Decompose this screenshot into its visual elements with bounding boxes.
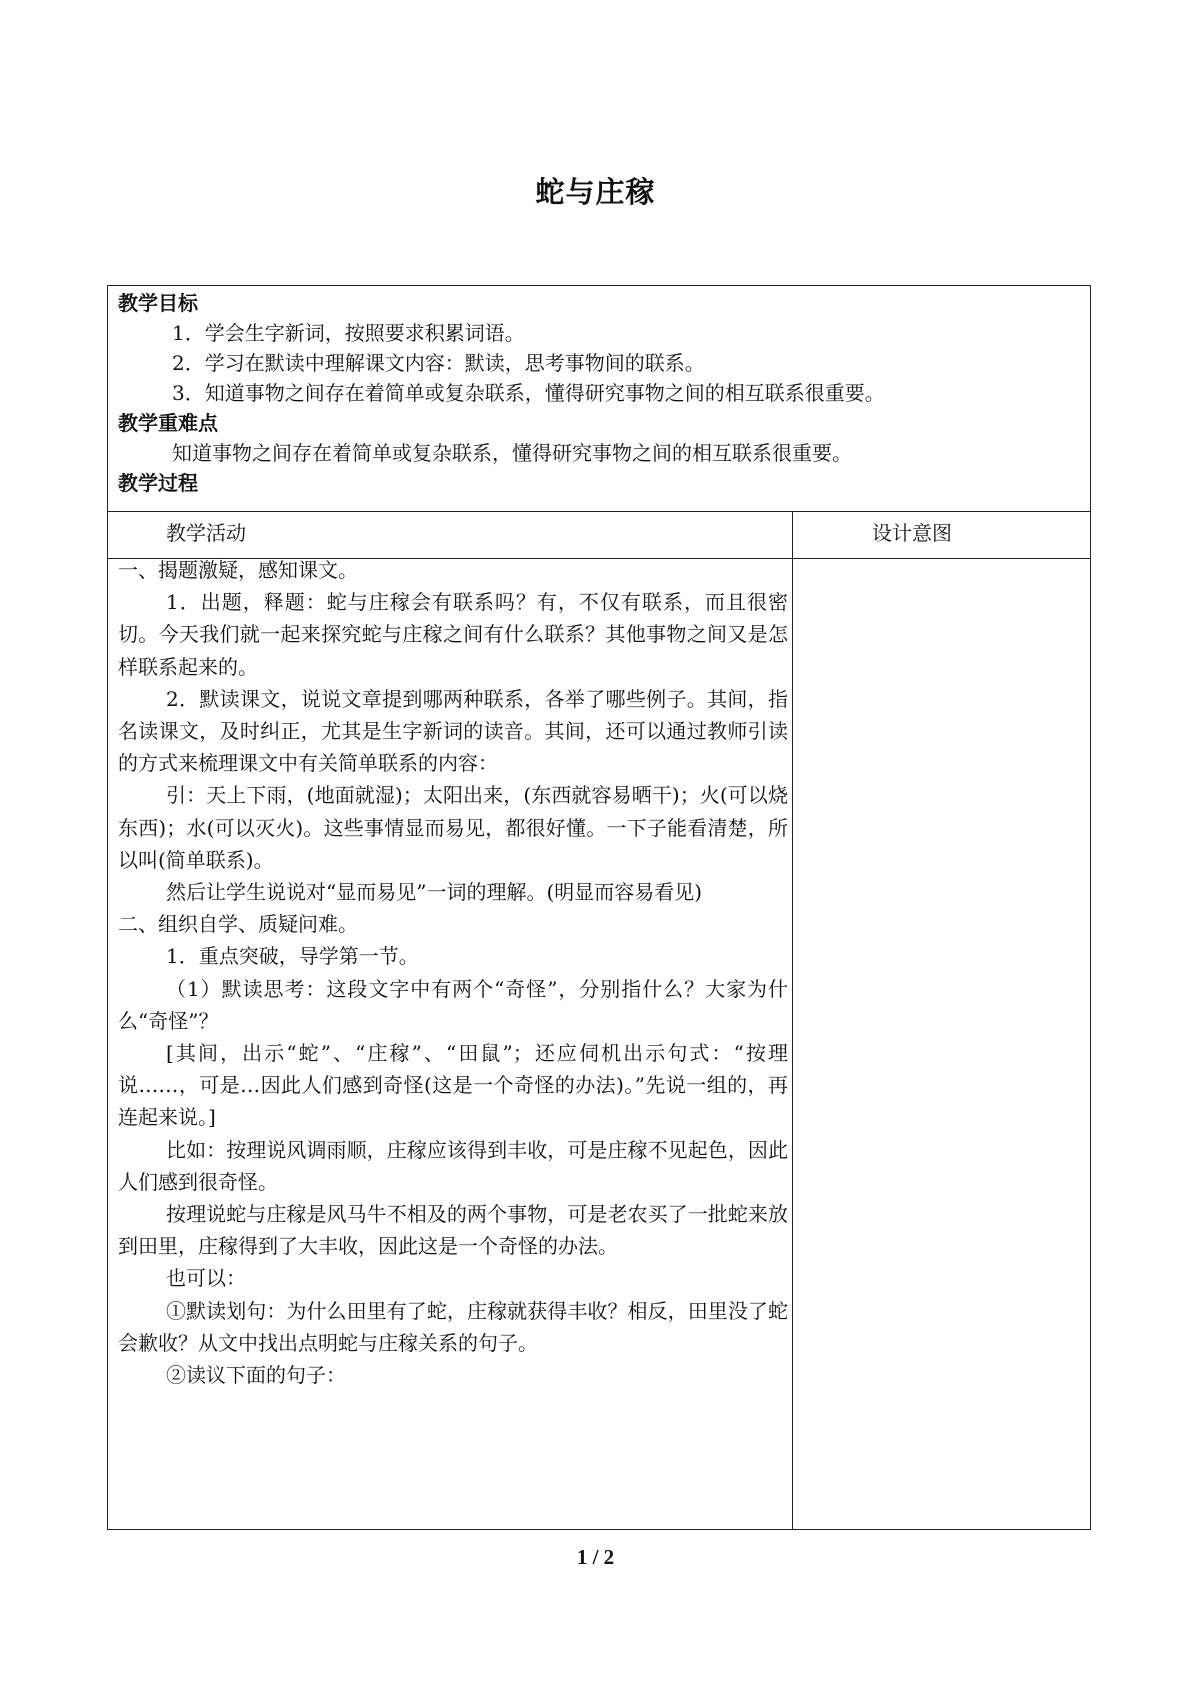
column-divider <box>792 511 793 1529</box>
lesson-plan-table <box>107 285 1091 1530</box>
activity-paragraph: 按理说蛇与庄稼是风马牛不相及的两个事物，可是老农买了一批蛇来放到田里，庄稼得到了大丰收，因此这是一个奇怪的办法。 <box>118 1202 788 1259</box>
activity-paragraph: 也可以： <box>166 1266 246 1291</box>
activity-paragraph: [其间，出示“蛇”、“庄稼”、“田鼠”；还应伺机出示句式：“按理说……，可是…因此人们感到奇怪(这是一个奇怪的办法)。”先说一组的，再连起来说。] <box>118 1041 788 1130</box>
activity-paragraph: ②读议下面的句子： <box>166 1363 346 1388</box>
activity-paragraph: 1．重点突破，导学第一节。 <box>166 944 419 969</box>
activity-paragraph: 1．出题，释题：蛇与庄稼会有联系吗？有，不仅有联系，而且很密切。今天我们就一起来探究蛇与庄稼之间有什么联系？其他事物之间又是怎样联系起来的。 <box>118 590 788 679</box>
column-header-activity: 教学活动 <box>166 521 246 545</box>
activity-paragraph: 2．默读课文，说说文章提到哪两种联系，各举了哪些例子。其间，指名读课文，及时纠正，尤其是生字新词的读音。其间，还可以通过教师引读的方式来梳理课文中有关简单联系的内容： <box>118 686 788 776</box>
activity-paragraph: ①默读划句：为什么田里有了蛇，庄稼就获得丰收？相反，田里没了蛇会歉收？从文中找出点明蛇与庄稼关系的句子。 <box>118 1298 788 1355</box>
activity-paragraph: 一、揭题激疑，感知课文。 <box>118 558 358 582</box>
key-points-heading: 教学重难点 <box>118 411 218 435</box>
objectives-heading: 教学目标 <box>118 291 198 315</box>
activity-paragraph: 引：天上下雨，(地面就湿)；太阳出来，(东西就容易晒干)；火(可以烧东西)；水(可以灭火)。这些事情显而易见，都很好懂。一下子能看清楚，所以叫(简单联系)。 <box>118 783 788 872</box>
activity-content <box>118 554 788 1391</box>
objective-item: 2．学习在默读中理解课文内容：默读，思考事物间的联系。 <box>172 351 705 375</box>
key-points-text: 知道事物之间存在着简单或复杂联系，懂得研究事物之间的相互联系很重要。 <box>172 441 852 465</box>
page-title: 蛇与庄稼 <box>535 175 656 209</box>
activity-paragraph: 二、组织自学、质疑问难。 <box>118 912 358 937</box>
objective-item: 3．知道事物之间存在着简单或复杂联系，懂得研究事物之间的相互联系很重要。 <box>172 381 885 405</box>
activity-paragraph: 然后让学生说说对“显而易见”一词的理解。(明显而容易看见) <box>166 880 703 905</box>
page-number: 1 / 2 <box>576 1545 615 1569</box>
column-header-intent: 设计意图 <box>872 521 952 545</box>
objective-item: 1．学会生字新词，按照要求积累词语。 <box>172 321 525 345</box>
table-divider <box>108 511 1090 512</box>
activity-paragraph: （1）默读思考：这段文字中有两个“奇怪”，分别指什么？大家为什么“奇怪”？ <box>118 976 788 1033</box>
process-heading: 教学过程 <box>118 471 198 495</box>
activity-paragraph: 比如：按理说风调雨顺，庄稼应该得到丰收，可是庄稼不见起色，因此人们感到很奇怪。 <box>118 1137 788 1194</box>
